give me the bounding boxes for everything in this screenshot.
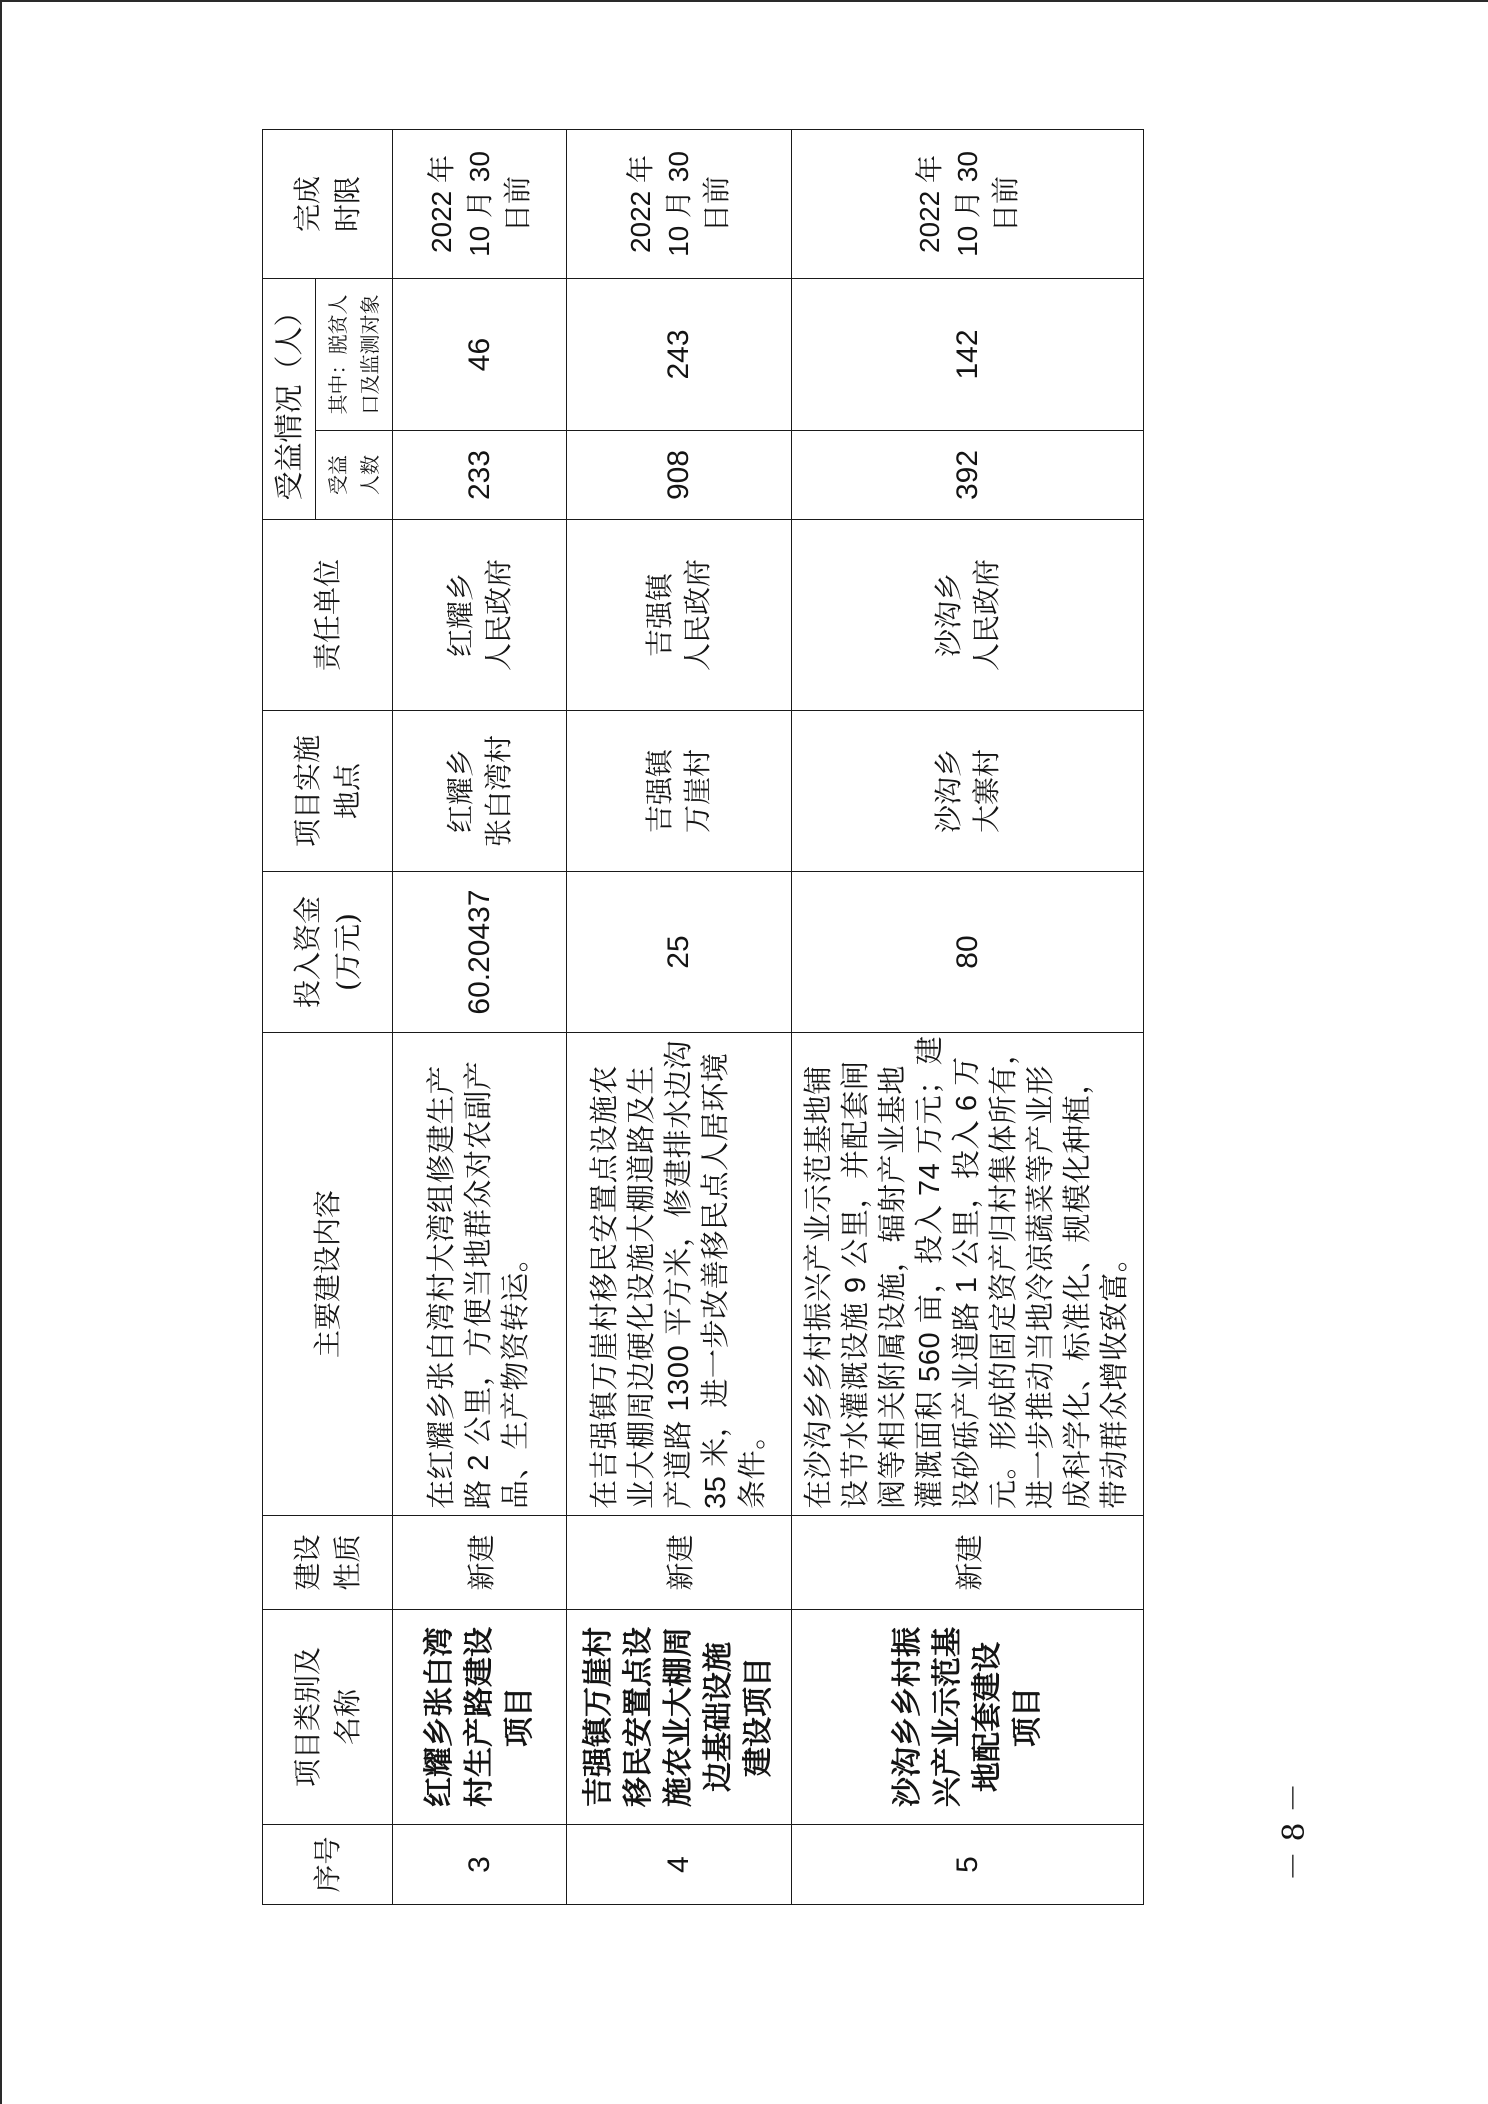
responsible-unit-cell: 吉强镇 人民政府 [567, 520, 792, 711]
deadline-cell: 2022 年 10 月 30 日前 [567, 129, 792, 278]
header-row [263, 129, 316, 1904]
seq-cell: 5 [792, 1825, 1144, 1905]
main-content-cell: 在红耀乡张白湾村大湾组修建生产 路 2 公里，方便当地群众对农副产 品、生产物资转运。 [393, 1033, 567, 1516]
header-investment: 投入资金 (万元) [263, 872, 393, 1033]
beneficiaries-total-cell: 233 [393, 431, 567, 520]
deadline-cell: 2022 年 10 月 30 日前 [792, 129, 1144, 278]
construction-nature-cell: 新建 [393, 1516, 567, 1610]
page-number: － 8 － [1277, 1782, 1312, 1882]
header-project-name: 项目类别及 名称 [263, 1610, 393, 1825]
header-construction-nature: 建设 性质 [263, 1516, 393, 1610]
beneficiaries-poverty-cell: 46 [393, 278, 567, 430]
location-cell: 红耀乡 张白湾村 [393, 711, 567, 872]
header-main-content: 主要建设内容 [263, 1033, 393, 1516]
rotated-table-sheet [262, 130, 1143, 1905]
table-row [567, 129, 792, 1904]
header-deadline: 完成 时限 [263, 129, 393, 278]
project-name-cell: 吉强镇万崖村 移民安置点设 施农业大棚周 边基础设施 建设项目 [567, 1610, 792, 1825]
beneficiaries-poverty-cell: 142 [792, 278, 1144, 430]
header-location: 项目实施 地点 [263, 711, 393, 872]
header-seq: 序号 [263, 1825, 393, 1905]
header-beneficiaries-total: 受益 人数 [316, 431, 393, 520]
location-cell: 吉强镇 万崖村 [567, 711, 792, 872]
beneficiaries-total-cell: 392 [792, 431, 1144, 520]
header-responsible-unit: 责任单位 [263, 520, 393, 711]
project-name-cell: 沙沟乡乡村振 兴产业示范基 地配套建设 项目 [792, 1610, 1144, 1825]
investment-cell: 25 [567, 872, 792, 1033]
scan-border-left [0, 0, 2, 2104]
main-content-cell: 在沙沟乡乡村振兴产业示范基地铺 设节水灌溉设施 9 公里，并配套闸 阀等相关附属设施，辐射产业基地 灌溉面积 560 亩，投入 74 万元；建 设砂砾产业道路 1 公里，投入 6 万 元。形成的固定资产归村集体所有， 进一步推动当地冷凉蔬菜等产业形 成科学化、标准化、规模化种植， 带动群众增收致富。 [792, 1033, 1144, 1516]
beneficiaries-total-cell: 908 [567, 431, 792, 520]
construction-nature-cell: 新建 [792, 1516, 1144, 1610]
scan-border-top [0, 0, 1488, 2]
table-row [792, 129, 1144, 1904]
responsible-unit-cell: 沙沟乡 人民政府 [792, 520, 1144, 711]
seq-cell: 3 [393, 1825, 567, 1905]
main-content-cell: 在吉强镇万崖村移民安置点设施农 业大棚周边硬化设施大棚道路及生 产道路 1300 平方米，修建排水边沟 35 米，进一步改善移民点人居环境 条件。 [567, 1033, 792, 1516]
header-beneficiaries: 受益情况（人） [263, 278, 316, 519]
investment-cell: 60.20437 [393, 872, 567, 1033]
header-beneficiaries-poverty: 其中：脱贫人 口及监测对象 [316, 278, 393, 430]
project-table [262, 129, 1144, 1905]
table-row [393, 129, 567, 1904]
project-name-cell: 红耀乡张白湾 村生产路建设 项目 [393, 1610, 567, 1825]
construction-nature-cell: 新建 [567, 1516, 792, 1610]
deadline-cell: 2022 年 10 月 30 日前 [393, 129, 567, 278]
seq-cell: 4 [567, 1825, 792, 1905]
beneficiaries-poverty-cell: 243 [567, 278, 792, 430]
investment-cell: 80 [792, 872, 1144, 1033]
responsible-unit-cell: 红耀乡 人民政府 [393, 520, 567, 711]
location-cell: 沙沟乡 大寨村 [792, 711, 1144, 872]
